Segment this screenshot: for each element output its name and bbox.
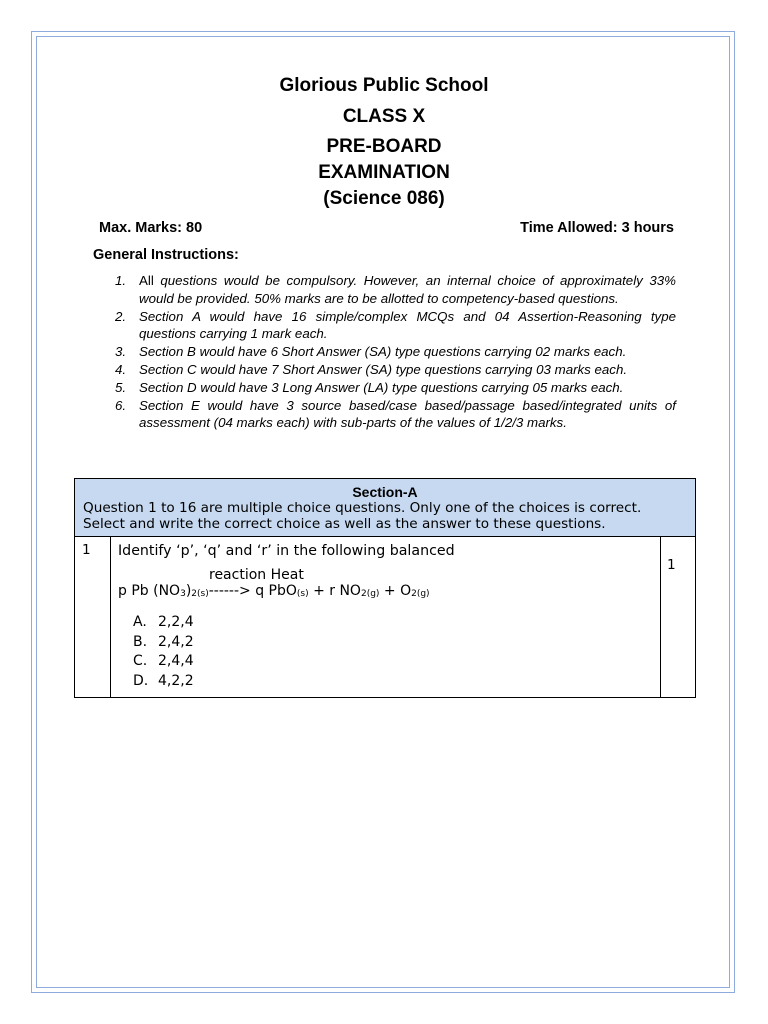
instruction-text: questions would be compulsory. However, an internal choice of approximately 33% would be provided. 50% marks are to be allotted to competency-based questions.	[139, 273, 676, 306]
answer-options	[133, 613, 660, 691]
instruction-number: 5.	[115, 379, 127, 395]
option-value: 2,4,4	[158, 653, 194, 669]
instruction-lead: All	[139, 273, 154, 288]
equation-part: ------> q PbO	[208, 583, 297, 599]
instruction-number: 2.	[115, 308, 127, 324]
school-name: Glorious Public School	[279, 75, 489, 96]
chemical-equation	[118, 583, 660, 603]
time-allowed: Time Allowed: 3 hours	[520, 220, 674, 236]
equation-subscript: 2(s)	[191, 589, 209, 599]
option-item	[133, 633, 660, 653]
subject-title: (Science 086)	[323, 188, 445, 209]
instruction-number: 3.	[115, 344, 127, 360]
question-row	[75, 537, 696, 698]
option-letter: B.	[133, 633, 148, 650]
instruction-text: Section B would have 6 Short Answer (SA) type questions carrying 02 marks each.	[139, 344, 627, 360]
instruction-text: Section A would have 16 simple/complex MCQs and 04 Assertion-Reasoning type questions carrying 1 mark each.	[139, 308, 676, 342]
instruction-item	[111, 308, 676, 344]
section-title: Section-A	[352, 484, 418, 500]
general-instructions-heading: General Instructions:	[93, 247, 239, 263]
section-header-cell	[75, 479, 696, 537]
equation-part: p Pb (NO	[118, 583, 181, 599]
instruction-item	[111, 379, 676, 397]
reaction-condition: reaction Heat	[209, 567, 304, 583]
option-value: 4,2,2	[158, 672, 194, 689]
option-value: 2,4,2	[158, 633, 194, 650]
exam-title-line2: EXAMINATION	[318, 162, 450, 183]
instruction-item	[111, 397, 676, 433]
question-number: 1	[75, 537, 111, 698]
instruction-number: 4.	[115, 361, 127, 377]
option-value: 2,2,4	[158, 614, 194, 630]
equation-subscript: 3	[180, 589, 186, 599]
max-marks: Max. Marks: 80	[99, 220, 203, 236]
class-title: CLASS X	[342, 106, 426, 127]
instruction-text: Section D would have 3 Long Answer (LA) type questions carrying 05 marks each.	[139, 379, 624, 395]
instruction-item	[111, 343, 676, 361]
section-header-row	[75, 479, 696, 537]
option-letter: A.	[133, 614, 147, 630]
instruction-text: Section C would have 7 Short Answer (SA) type questions carrying 03 marks each.	[139, 361, 628, 377]
instructions-list	[111, 272, 676, 432]
option-letter: D.	[133, 672, 149, 689]
instruction-number: 1.	[115, 273, 127, 288]
option-item	[133, 613, 660, 633]
equation-subscript: 2(g)	[360, 589, 380, 599]
equation-part: + O	[379, 583, 412, 599]
equation-subscript: 2(g)	[411, 589, 430, 599]
equation-part: )	[185, 583, 192, 599]
question-body	[111, 537, 661, 698]
equation-part: + r NO	[308, 583, 361, 599]
option-letter: C.	[133, 653, 148, 669]
instruction-text: Section E would have 3 source based/case based/passage based/integrated units of assessment (04 marks each) with sub-parts of the values of 1/2/3 marks.	[139, 397, 676, 431]
instruction-item	[111, 361, 676, 379]
equation-subscript: (s)	[296, 589, 309, 599]
exam-title-line1: PRE-BOARD	[326, 136, 442, 157]
instruction-item	[111, 272, 676, 308]
question-marks: 1	[661, 537, 696, 698]
instruction-number: 6.	[115, 397, 127, 413]
section-a-table	[74, 478, 696, 698]
question-text: Identify ‘p’, ‘q’ and ‘r’ in the following balanced	[118, 543, 455, 559]
section-description: Question 1 to 16 are multiple choice questions. Only one of the choices is correct. Select and write the correct choice as well as the answer to these questions.	[83, 500, 642, 532]
option-item	[133, 672, 660, 692]
option-item	[133, 652, 660, 672]
